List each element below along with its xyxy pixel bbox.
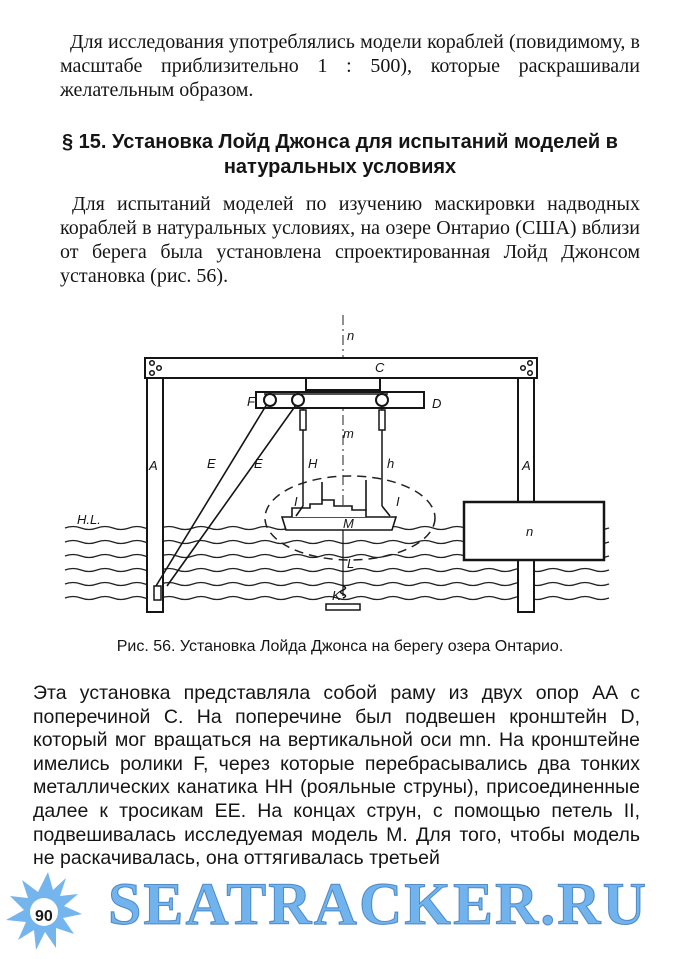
- label-e-2: E: [254, 456, 263, 471]
- section-paragraph-1: Для испытаний моделей по изучению маскировки надводных кораблей в натуральных условиях, на озере Онтарио (США) вблизи от берега была установлена спроектированная Лойд Джонсом установка (рис. 56).: [60, 193, 640, 287]
- crossbar-c: [145, 358, 537, 378]
- label-a-left: A: [149, 458, 158, 473]
- figure-caption: Рис. 56. Установка Лойда Джонса на берегу озера Онтарио.: [116, 638, 564, 655]
- label-d: D: [432, 396, 442, 411]
- label-a-right: A: [522, 458, 531, 473]
- watermark-text: SEATRACKER.RU: [108, 871, 648, 937]
- label-e-1: E: [207, 456, 216, 471]
- label-m-model: M: [343, 516, 354, 531]
- leg-a-left: [147, 372, 163, 612]
- label-hl: H.L.: [77, 512, 101, 527]
- weight: [154, 586, 161, 600]
- label-h: H: [308, 456, 318, 471]
- section-paragraph-2: Эта установка представляла собой раму из двух опор AA с поперечиной C. На поперечине был подвешен кронштейн D, который мог вращаться на вертикальной оси mn. На кронштейне имелись ролики F, через которые перебрасывались два тонких металлических канатика HH (рояльные струны), присоединенные далее к тросикам EE. На концах струн, с помощью петель II, подвешивалась исследуемая модель M. Для того, чтобы модель не раскачивалась, она оттягивалась третьей: [33, 682, 640, 870]
- cables-ee: [156, 404, 296, 586]
- anchor-base: [326, 604, 360, 610]
- label-n-top: n: [347, 328, 355, 343]
- figure-56-diagram: [60, 310, 620, 630]
- box-n: [464, 502, 604, 560]
- model-ship: [282, 480, 396, 530]
- label-h-small: h: [387, 456, 395, 471]
- label-i-left: I: [294, 494, 298, 509]
- label-f: F: [247, 394, 255, 409]
- label-m: m: [343, 426, 354, 441]
- label-l: L: [347, 556, 355, 571]
- page-number: 90: [35, 908, 53, 925]
- frame: [145, 358, 537, 612]
- leg-a-right: [518, 372, 534, 612]
- label-i-right: I: [396, 494, 400, 509]
- bearing: [306, 378, 380, 390]
- label-k: K: [332, 588, 341, 603]
- label-c: C: [375, 360, 385, 375]
- label-n-box: n: [526, 524, 534, 539]
- intro-paragraph: Для исследования употреблялись модели кораблей (повидимому, в масштабе приблизительно 1 : 500), которые раскрашивали желательным образом.: [60, 31, 640, 101]
- section-heading: § 15. Установка Лойд Джонса для испытаний моделей в натуральных условиях: [62, 131, 618, 178]
